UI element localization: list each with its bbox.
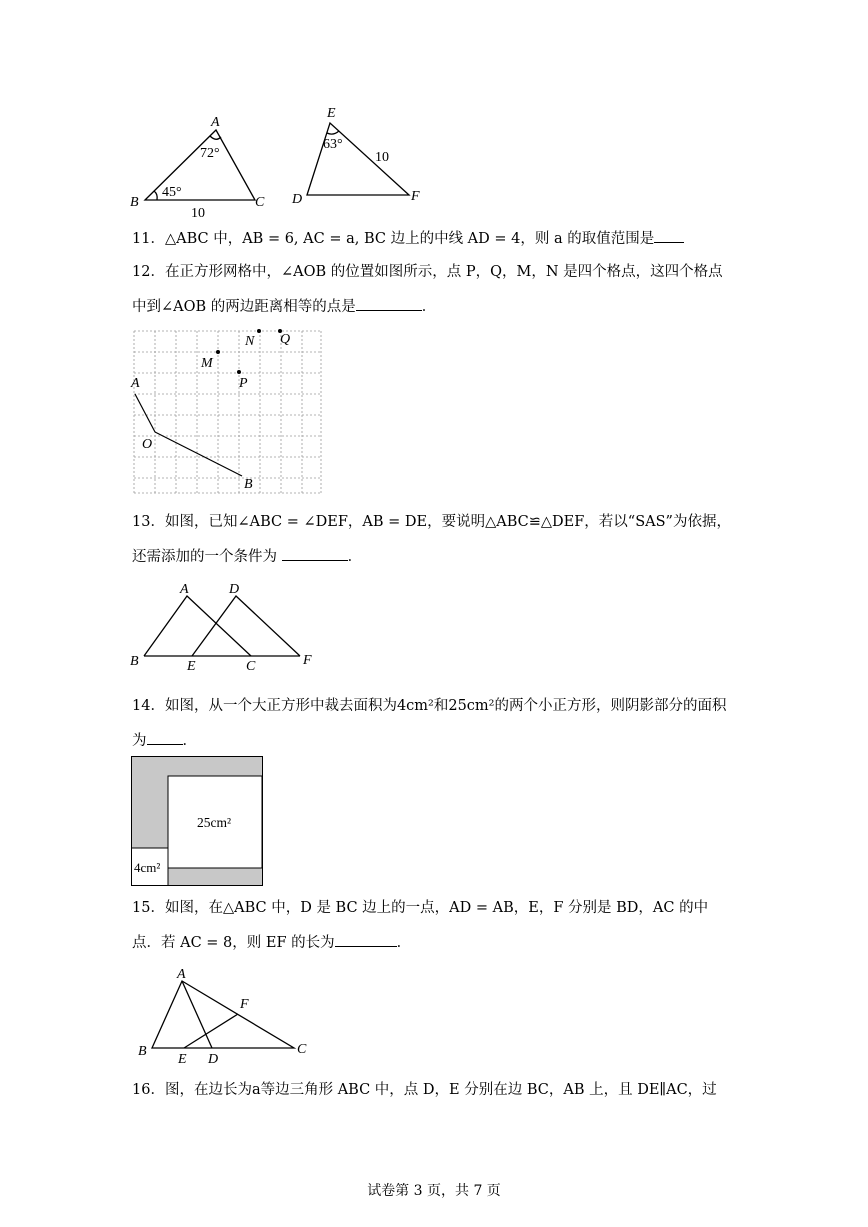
question-12-line2 xyxy=(132,296,436,317)
question-number: 16． xyxy=(132,1082,165,1098)
question-text: 还需添加的一个条件为 xyxy=(132,549,277,565)
label-o: O xyxy=(142,437,153,452)
label-f: F xyxy=(303,653,312,668)
question-15-line1 xyxy=(132,898,708,918)
label-c: C xyxy=(246,659,256,673)
label-e: E xyxy=(178,1052,187,1067)
overlapping-triangles-figure xyxy=(126,578,326,673)
label-25: 25cm² xyxy=(197,815,232,830)
question-text: 为 xyxy=(132,733,147,749)
label-d: D xyxy=(208,1052,219,1067)
label-4: 4cm² xyxy=(134,860,161,875)
point-m xyxy=(216,350,220,354)
period: ． xyxy=(396,935,412,951)
question-14-line1 xyxy=(132,696,727,716)
label-d: D xyxy=(229,582,240,597)
label-b: B xyxy=(244,477,253,492)
label-q: Q xyxy=(280,332,291,347)
period: ． xyxy=(182,733,197,749)
question-number: 12． xyxy=(132,264,165,280)
label-f: F xyxy=(411,189,420,204)
question-text: 如图，从一个大正方形中裁去面积为4cm²和25cm²的两个小正方形，则阴影部分的面积 xyxy=(164,698,727,714)
question-13-line1 xyxy=(132,512,731,532)
angle-e-arc xyxy=(327,131,339,134)
squares-figure xyxy=(131,756,265,888)
period: ． xyxy=(421,299,437,315)
label-f: F xyxy=(240,997,249,1012)
label-c: C xyxy=(255,195,265,210)
triangle-midpoints-figure xyxy=(134,963,319,1068)
label-e: E xyxy=(327,106,336,121)
label-side-ef: 10 xyxy=(375,150,389,165)
question-11 xyxy=(132,228,684,249)
label-p: P xyxy=(239,376,248,391)
label-angle-e: 63° xyxy=(323,137,343,152)
question-text: 图，在边长为a等边三角形 ABC 中，点 D，E 分别在边 BC，AB 上，且 DE∥AC，过 xyxy=(164,1082,717,1098)
label-side-bc: 10 xyxy=(191,206,205,221)
answer-blank[interactable] xyxy=(335,932,397,947)
answer-blank[interactable] xyxy=(282,546,348,561)
label-angle-a: 72° xyxy=(200,146,220,161)
question-15-line2 xyxy=(132,932,411,953)
period: ． xyxy=(347,549,363,565)
question-number: 11． xyxy=(132,231,165,247)
question-text: 中到∠AOB 的两边距离相等的点是 xyxy=(132,299,356,315)
question-13-line2 xyxy=(132,546,362,567)
label-b: B xyxy=(130,195,139,210)
question-text: 在正方形网格中，∠AOB 的位置如图所示，点 P，Q，M，N 是四个格点，这四个格点 xyxy=(164,264,723,280)
label-a: A xyxy=(131,376,140,391)
label-b: B xyxy=(138,1044,147,1059)
angle-b-arc xyxy=(154,191,157,200)
ray-oa xyxy=(135,394,155,432)
label-a: A xyxy=(180,582,189,597)
page-footer: 试卷第 3 页，共 7 页 xyxy=(367,1183,501,1199)
triangles-figure xyxy=(120,100,440,225)
question-12-line1 xyxy=(132,262,723,282)
point-n xyxy=(257,329,261,333)
label-d: D xyxy=(292,192,303,207)
answer-blank[interactable] xyxy=(654,228,684,243)
label-a: A xyxy=(211,115,220,130)
point-p xyxy=(237,370,241,374)
question-number: 15． xyxy=(132,900,165,916)
question-text: 如图，在△ABC 中，D 是 BC 边上的一点，AD = AB，E，F 分别是 BD，AC 的中 xyxy=(164,900,709,916)
question-16-line1 xyxy=(132,1080,717,1100)
grid-figure xyxy=(130,328,325,496)
label-m: M xyxy=(201,356,213,371)
label-angle-b: 45° xyxy=(162,185,182,200)
label-b: B xyxy=(130,654,139,669)
ray-ob xyxy=(155,432,242,476)
answer-blank[interactable] xyxy=(147,730,183,745)
label-n: N xyxy=(245,334,255,349)
triangle-def xyxy=(307,123,409,195)
question-text: 点．若 AC = 8，则 EF 的长为 xyxy=(132,935,335,951)
label-c: C xyxy=(297,1042,307,1057)
label-a: A xyxy=(177,967,186,982)
question-number: 14． xyxy=(132,698,165,714)
question-number: 13． xyxy=(132,514,165,530)
question-14-line2 xyxy=(132,730,197,751)
answer-blank[interactable] xyxy=(356,296,422,311)
question-text: △ABC 中，AB = 6, AC = a, BC 边上的中线 AD = 4，则 a 的取值范围是 xyxy=(164,231,655,247)
question-text: 如图，已知∠ABC = ∠DEF，AB = DE，要说明△ABC≌△DEF，若以“SAS”为依据， xyxy=(164,514,731,530)
label-e: E xyxy=(187,659,196,673)
